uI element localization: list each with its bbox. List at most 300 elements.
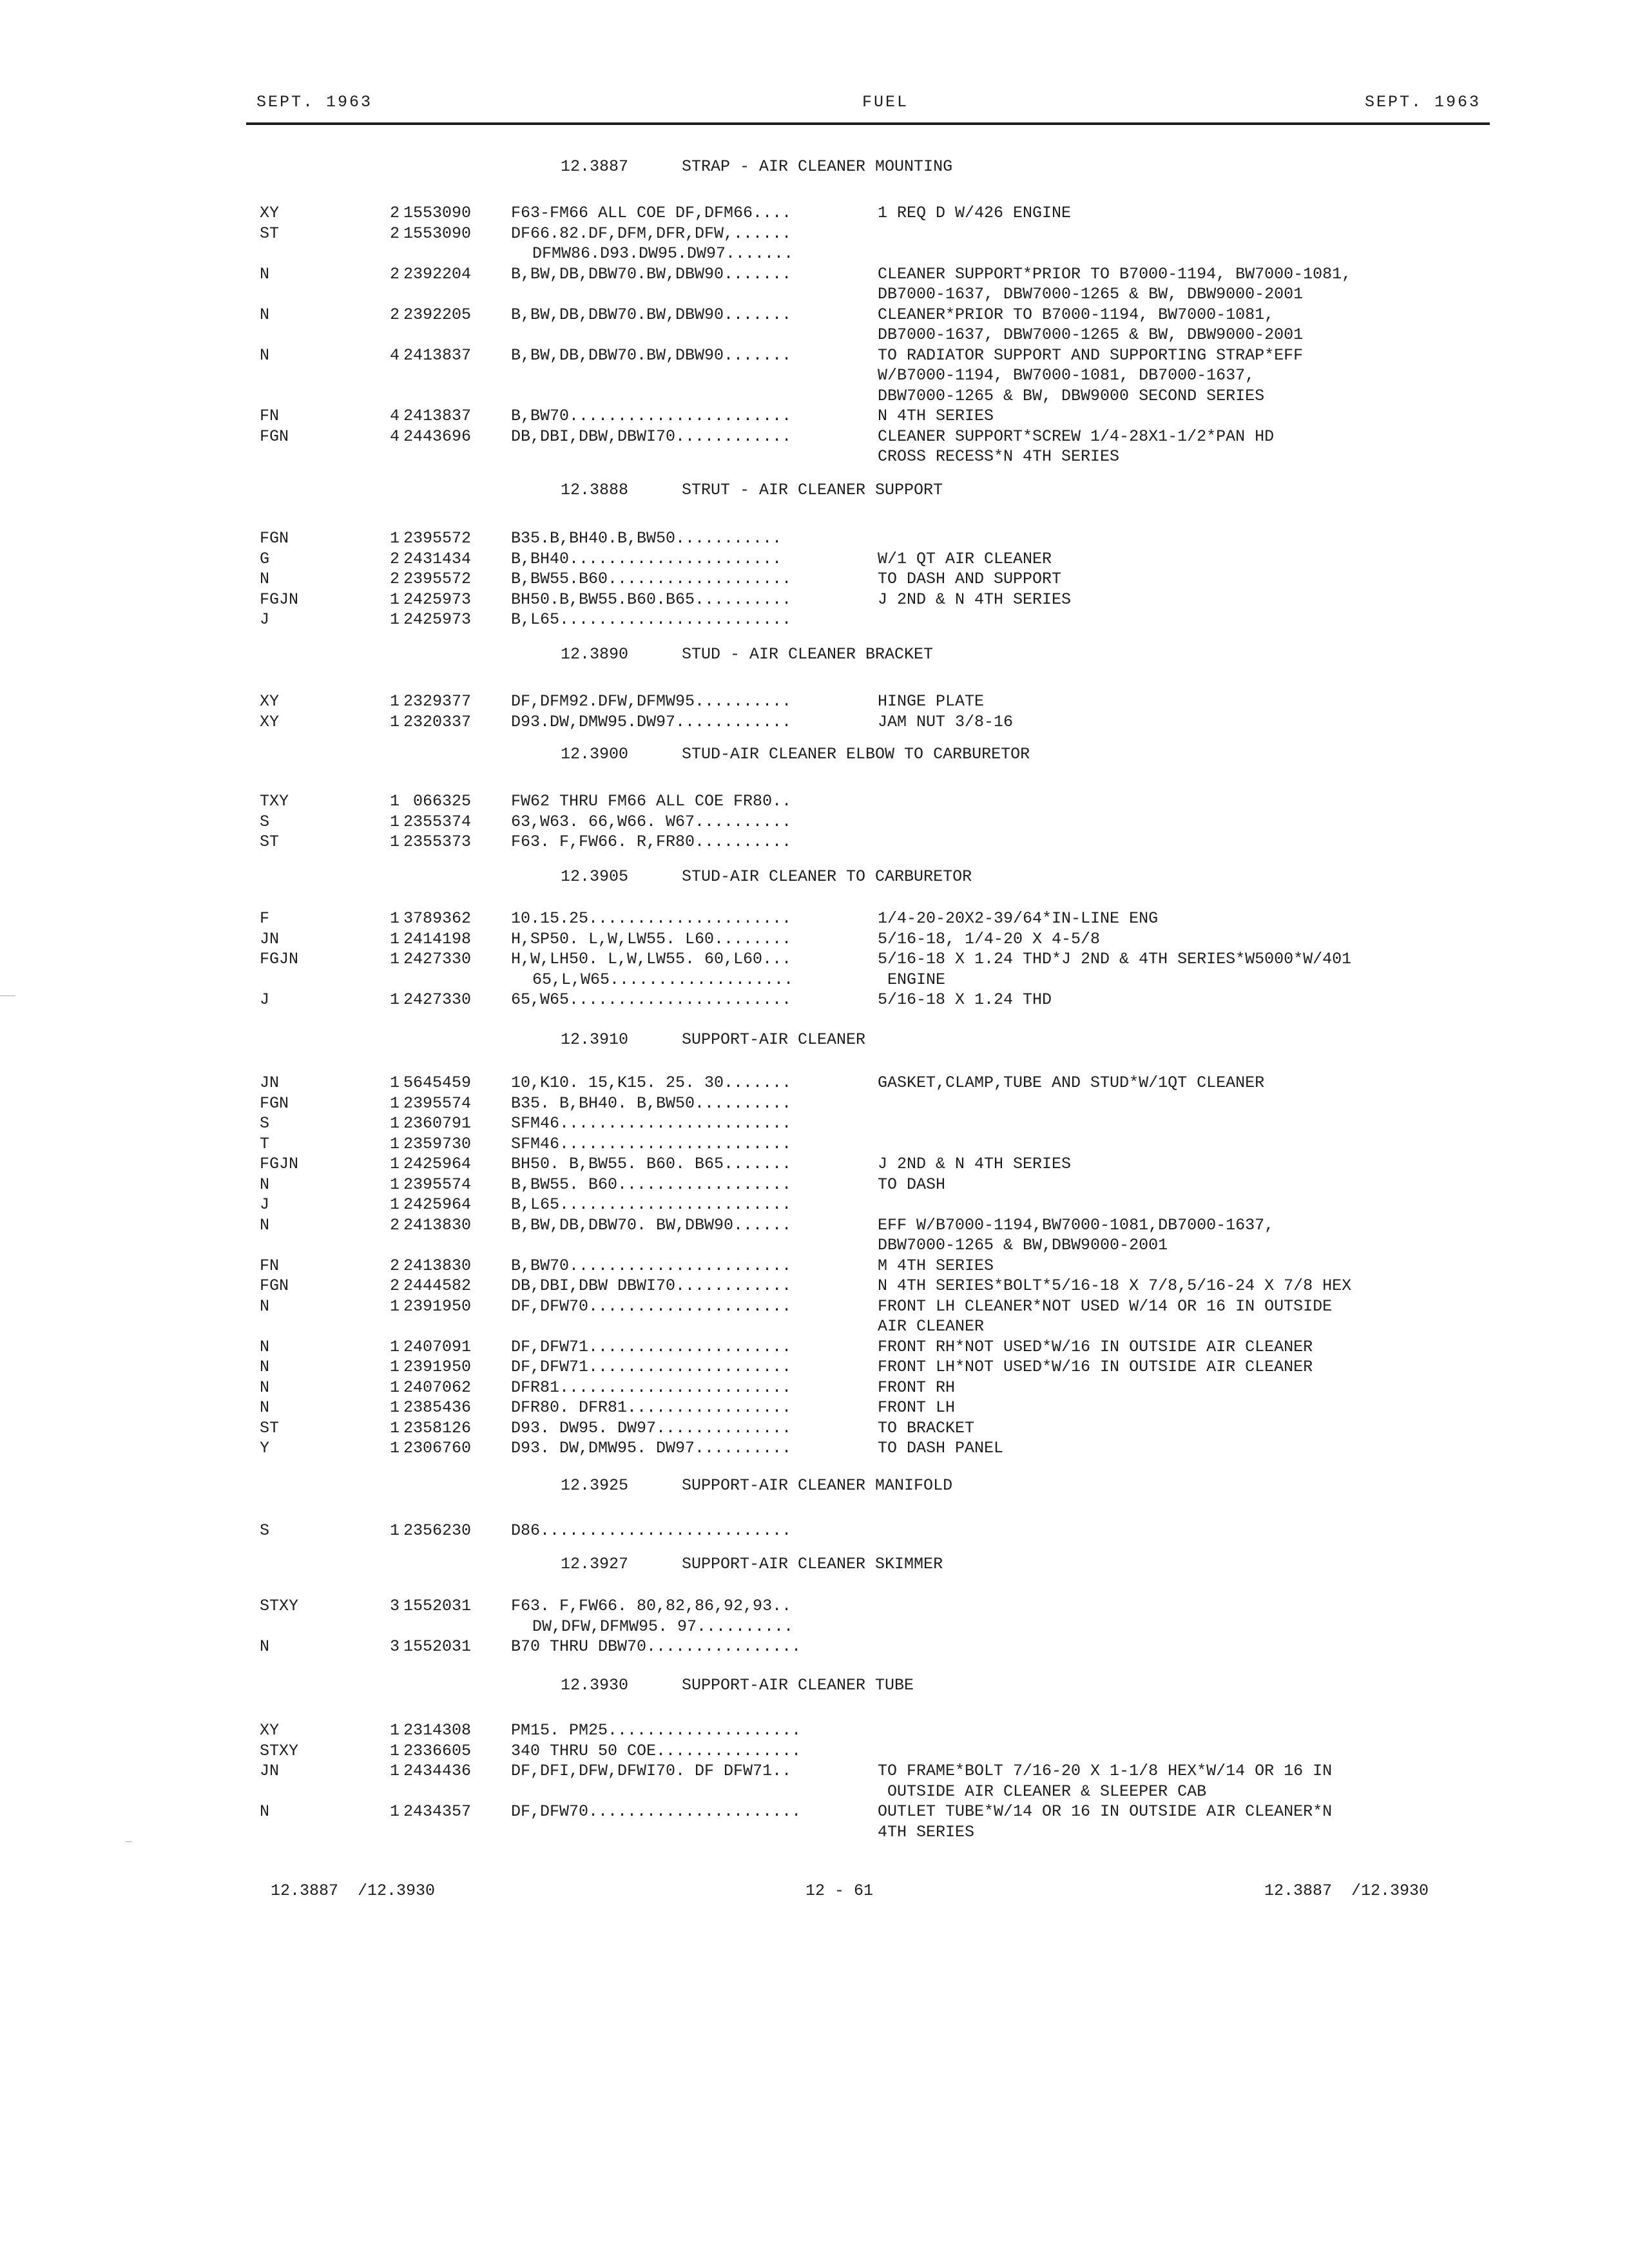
part-notes: TO DASH AND SUPPORT bbox=[878, 570, 1062, 588]
part-row bbox=[0, 1438, 1629, 1459]
part-number: 2425973 bbox=[403, 590, 472, 609]
part-notes: DB7000-1637, DBW7000-1265 & BW, DBW9000-2001 bbox=[878, 325, 1304, 344]
section-code: 12.3905 bbox=[561, 867, 629, 886]
series-code: ST bbox=[260, 224, 280, 243]
series-code: XY bbox=[260, 692, 280, 711]
model-applicability: DFR80. DFR81................. bbox=[511, 1398, 792, 1417]
part-row bbox=[0, 427, 1629, 447]
part-number: 2427330 bbox=[403, 990, 472, 1009]
model-applicability: BH50.B,BW55.B60.B65.......... bbox=[511, 590, 792, 609]
model-applicability: H,SP50. L,W,LW55. L60........ bbox=[511, 929, 792, 948]
part-notes: FRONT RH bbox=[878, 1378, 956, 1397]
part-number: 2443696 bbox=[403, 427, 472, 446]
part-row bbox=[0, 832, 1629, 852]
part-number: 066325 bbox=[403, 792, 472, 811]
margin-mark bbox=[126, 1841, 132, 1842]
part-number: 2434357 bbox=[403, 1802, 472, 1821]
series-code: Y bbox=[260, 1439, 270, 1457]
model-applicability: B35.B,BH40.B,BW50........... bbox=[511, 529, 782, 548]
series-code: J bbox=[260, 990, 270, 1009]
part-notes: CLEANER*PRIOR TO B7000-1194, BW7000-1081, bbox=[878, 305, 1275, 324]
part-number: 2395574 bbox=[403, 1175, 472, 1194]
part-row bbox=[0, 1093, 1629, 1114]
part-row bbox=[0, 691, 1629, 712]
part-notes: FRONT RH*NOT USED*W/16 IN OUTSIDE AIR CLEANER bbox=[878, 1337, 1313, 1356]
model-applicability: B70 THRU DBW70................ bbox=[511, 1637, 802, 1656]
part-notes: HINGE PLATE bbox=[878, 692, 985, 711]
series-code: ST bbox=[260, 1418, 280, 1437]
quantity: 1 bbox=[390, 1358, 400, 1376]
model-applicability: B35. B,BH40. B,BW50.......... bbox=[511, 1093, 792, 1113]
series-code: JN bbox=[260, 1073, 280, 1092]
part-number: 2425964 bbox=[403, 1155, 472, 1173]
model-applicability: DFR81........................ bbox=[511, 1378, 792, 1397]
series-code: T bbox=[260, 1134, 270, 1153]
model-applicability: B,BW,DB,DBW70. BW,DBW90...... bbox=[511, 1215, 792, 1235]
model-applicability: B,BW70....................... bbox=[511, 407, 792, 425]
part-number: 1553090 bbox=[403, 224, 472, 243]
quantity: 2 bbox=[390, 305, 400, 324]
part-row bbox=[0, 1357, 1629, 1378]
part-notes: FRONT LH bbox=[878, 1398, 956, 1417]
model-applicability: DB,DBI,DBW,DBWI70............ bbox=[511, 427, 792, 446]
quantity: 1 bbox=[390, 1398, 400, 1417]
part-row bbox=[0, 1316, 1629, 1337]
header-date-left: SEPT. 1963 bbox=[256, 93, 373, 111]
part-row bbox=[0, 1175, 1629, 1195]
quantity: 1 bbox=[390, 909, 400, 928]
series-code: XY bbox=[260, 1721, 280, 1740]
part-row bbox=[0, 569, 1629, 590]
part-row bbox=[0, 284, 1629, 305]
model-applicability: 10,K10. 15,K15. 25. 30....... bbox=[511, 1073, 792, 1092]
part-number: 2320337 bbox=[403, 712, 472, 731]
part-row bbox=[0, 325, 1629, 345]
part-notes: TO BRACKET bbox=[878, 1418, 975, 1437]
quantity: 2 bbox=[390, 204, 400, 222]
section-title: SUPPORT-AIR CLEANER TUBE bbox=[682, 1676, 914, 1695]
part-notes: ENGINE bbox=[878, 970, 946, 989]
quantity: 1 bbox=[390, 1134, 400, 1153]
model-applicability: DF,DFW71..................... bbox=[511, 1337, 792, 1356]
part-notes: AIR CLEANER bbox=[878, 1317, 985, 1336]
part-row bbox=[0, 1256, 1629, 1276]
part-number: 2358126 bbox=[403, 1418, 472, 1437]
model-applicability: DW,DFW,DFMW95. 97.......... bbox=[532, 1617, 794, 1636]
quantity: 1 bbox=[390, 590, 400, 609]
part-number: 2391950 bbox=[403, 1296, 472, 1316]
part-row bbox=[0, 1617, 1629, 1637]
part-row bbox=[0, 1296, 1629, 1317]
part-number: 1552031 bbox=[403, 1597, 472, 1615]
part-row bbox=[0, 1134, 1629, 1155]
quantity: 2 bbox=[390, 570, 400, 588]
quantity: 1 bbox=[390, 929, 400, 948]
header-date-right: SEPT. 1963 bbox=[1365, 93, 1481, 111]
part-number: 2395572 bbox=[403, 570, 472, 588]
part-notes: 4TH SERIES bbox=[878, 1822, 975, 1841]
part-number: 2444582 bbox=[403, 1276, 472, 1295]
section-code: 12.3930 bbox=[561, 1676, 629, 1695]
part-number: 2413837 bbox=[403, 345, 472, 365]
part-number: 2355373 bbox=[403, 832, 472, 851]
series-code: N bbox=[260, 1215, 270, 1235]
part-row bbox=[0, 970, 1629, 990]
part-row bbox=[0, 1276, 1629, 1296]
series-code: FN bbox=[260, 1256, 280, 1275]
part-row bbox=[0, 1154, 1629, 1175]
section-heading bbox=[561, 744, 1463, 765]
series-code: S bbox=[260, 1521, 270, 1540]
section-code: 12.3890 bbox=[561, 645, 629, 664]
series-code: STXY bbox=[260, 1741, 299, 1760]
part-number: 1552031 bbox=[403, 1637, 472, 1656]
part-row bbox=[0, 447, 1629, 467]
series-code: N bbox=[260, 1296, 270, 1316]
section-title: STRAP - AIR CLEANER MOUNTING bbox=[682, 157, 953, 176]
model-applicability: B,BW,DB,DBW70.BW,DBW90....... bbox=[511, 305, 792, 324]
model-applicability: B,BW,DB,DBW70.BW,DBW90....... bbox=[511, 264, 792, 284]
part-notes: DBW7000-1265 & BW, DBW9000 SECOND SERIES bbox=[878, 386, 1265, 405]
series-code: S bbox=[260, 1114, 270, 1133]
series-code: FGN bbox=[260, 1276, 289, 1295]
model-applicability: 340 THRU 50 COE............... bbox=[511, 1741, 802, 1760]
series-code: G bbox=[260, 549, 270, 568]
part-row bbox=[0, 1235, 1629, 1256]
quantity: 1 bbox=[390, 1175, 400, 1194]
part-notes: W/1 QT AIR CLEANER bbox=[878, 549, 1052, 568]
quantity: 2 bbox=[390, 1276, 400, 1295]
model-applicability: DF,DFI,DFW,DFWI70. DF DFW71.. bbox=[511, 1762, 792, 1780]
model-applicability: H,W,LH50. L,W,LW55. 60,L60... bbox=[511, 950, 792, 968]
part-number: 2425973 bbox=[403, 610, 472, 629]
footer-range-right: 12.3887 /12.3930 bbox=[1264, 1881, 1429, 1900]
quantity: 4 bbox=[390, 345, 400, 365]
model-applicability: B,L65........................ bbox=[511, 1195, 792, 1214]
series-code: N bbox=[260, 1337, 270, 1356]
series-code: JN bbox=[260, 929, 280, 948]
model-applicability: B,BW55. B60.................. bbox=[511, 1175, 792, 1194]
part-row bbox=[0, 949, 1629, 970]
quantity: 1 bbox=[390, 529, 400, 548]
part-notes: GASKET,CLAMP,TUBE AND STUD*W/1QT CLEANER bbox=[878, 1073, 1265, 1092]
quantity: 3 bbox=[390, 1597, 400, 1615]
model-applicability: DF,DFW71..................... bbox=[511, 1358, 792, 1376]
part-notes: 1 REQ D W/426 ENGINE bbox=[878, 204, 1072, 222]
part-number: 2431434 bbox=[403, 549, 472, 568]
series-code: F bbox=[260, 909, 270, 928]
series-code: FGJN bbox=[260, 1155, 299, 1173]
series-code: N bbox=[260, 1378, 270, 1397]
part-row bbox=[0, 812, 1629, 832]
part-row bbox=[0, 1741, 1629, 1762]
model-applicability: B,BW55.B60................... bbox=[511, 570, 792, 588]
model-applicability: B,L65........................ bbox=[511, 610, 792, 629]
part-row bbox=[0, 528, 1629, 549]
section-heading bbox=[561, 1475, 1463, 1496]
section-title: SUPPORT-AIR CLEANER bbox=[682, 1030, 866, 1049]
section-heading bbox=[561, 867, 1463, 887]
quantity: 1 bbox=[390, 692, 400, 711]
part-row bbox=[0, 590, 1629, 610]
part-notes: 5/16-18 X 1.24 THD bbox=[878, 990, 1052, 1009]
quantity: 1 bbox=[390, 1378, 400, 1397]
part-notes: N 4TH SERIES*BOLT*5/16-18 X 7/8,5/16-24 X 7/8 HEX bbox=[878, 1276, 1352, 1295]
part-row bbox=[0, 1418, 1629, 1439]
model-applicability: F63. F,FW66. 80,82,86,92,93.. bbox=[511, 1597, 792, 1615]
part-row bbox=[0, 791, 1629, 812]
model-applicability: 63,W63. 66,W66. W67.......... bbox=[511, 812, 792, 831]
part-notes: TO RADIATOR SUPPORT AND SUPPORTING STRAP*EFF bbox=[878, 345, 1304, 365]
part-row bbox=[0, 1596, 1629, 1617]
part-row bbox=[0, 1337, 1629, 1358]
part-number: 2391950 bbox=[403, 1358, 472, 1376]
part-number: 2359730 bbox=[403, 1134, 472, 1153]
part-number: 2395574 bbox=[403, 1093, 472, 1113]
section-title: STUD-AIR CLEANER ELBOW TO CARBURETOR bbox=[682, 745, 1030, 764]
part-number: 3789362 bbox=[403, 909, 472, 928]
series-code: N bbox=[260, 1802, 270, 1821]
quantity: 3 bbox=[390, 1637, 400, 1656]
part-notes: TO FRAME*BOLT 7/16-20 X 1-1/8 HEX*W/14 OR 16 IN bbox=[878, 1762, 1333, 1780]
quantity: 1 bbox=[390, 792, 400, 811]
quantity: 1 bbox=[390, 1114, 400, 1133]
model-applicability: DF66.82.DF,DFM,DFR,DFW,...... bbox=[511, 224, 792, 243]
series-code: FGN bbox=[260, 427, 289, 446]
footer-page-number: 12 - 61 bbox=[805, 1881, 874, 1900]
quantity: 4 bbox=[390, 427, 400, 446]
part-notes: DBW7000-1265 & BW,DBW9000-2001 bbox=[878, 1236, 1168, 1254]
part-notes: CLEANER SUPPORT*SCREW 1/4-28X1-1/2*PAN HD bbox=[878, 427, 1275, 446]
section-heading bbox=[561, 1030, 1463, 1050]
part-notes: FRONT LH CLEANER*NOT USED W/14 OR 16 IN OUTSIDE bbox=[878, 1296, 1333, 1316]
part-row bbox=[0, 1802, 1629, 1822]
quantity: 4 bbox=[390, 407, 400, 425]
part-row bbox=[0, 549, 1629, 570]
quantity: 1 bbox=[390, 1418, 400, 1437]
quantity: 1 bbox=[390, 1439, 400, 1457]
part-number: 2413830 bbox=[403, 1256, 472, 1275]
part-number: 2360791 bbox=[403, 1114, 472, 1133]
model-applicability: D93.DW,DMW95.DW97............ bbox=[511, 712, 792, 731]
model-applicability: B,BW70....................... bbox=[511, 1256, 792, 1275]
part-number: 2392205 bbox=[403, 305, 472, 324]
section-code: 12.3900 bbox=[561, 745, 629, 764]
part-row bbox=[0, 1822, 1629, 1843]
model-applicability: SFM46........................ bbox=[511, 1134, 792, 1153]
series-code: XY bbox=[260, 204, 280, 222]
part-row bbox=[0, 365, 1629, 386]
series-code: ST bbox=[260, 832, 280, 851]
series-code: N bbox=[260, 305, 270, 324]
part-number: 2414198 bbox=[403, 929, 472, 948]
model-applicability: PM15. PM25.................... bbox=[511, 1721, 802, 1740]
quantity: 1 bbox=[390, 832, 400, 851]
part-number: 2329377 bbox=[403, 692, 472, 711]
quantity: 1 bbox=[390, 1073, 400, 1092]
part-row bbox=[0, 1637, 1629, 1657]
part-row bbox=[0, 1215, 1629, 1236]
part-notes: J 2ND & N 4TH SERIES bbox=[878, 590, 1072, 609]
part-row bbox=[0, 1782, 1629, 1802]
part-row bbox=[0, 610, 1629, 630]
part-notes: TO DASH PANEL bbox=[878, 1439, 1004, 1457]
quantity: 1 bbox=[390, 1721, 400, 1740]
part-number: 2395572 bbox=[403, 529, 472, 548]
series-code: STXY bbox=[260, 1597, 299, 1615]
section-title: STUD - AIR CLEANER BRACKET bbox=[682, 645, 934, 664]
header-title: FUEL bbox=[862, 93, 909, 111]
part-notes: CLEANER SUPPORT*PRIOR TO B7000-1194, BW7000-1081, bbox=[878, 264, 1352, 284]
part-number: 2413830 bbox=[403, 1215, 472, 1235]
part-number: 2306760 bbox=[403, 1439, 472, 1457]
series-code: N bbox=[260, 264, 270, 284]
part-number: 2356230 bbox=[403, 1521, 472, 1540]
part-notes: CROSS RECESS*N 4TH SERIES bbox=[878, 447, 1120, 466]
model-applicability: DB,DBI,DBW DBWI70............ bbox=[511, 1276, 792, 1295]
quantity: 1 bbox=[390, 1521, 400, 1540]
section-heading bbox=[561, 1675, 1463, 1696]
section-code: 12.3927 bbox=[561, 1555, 629, 1573]
part-number: 2427330 bbox=[403, 950, 472, 968]
series-code: S bbox=[260, 812, 270, 831]
section-heading bbox=[561, 1554, 1463, 1575]
part-number: 2314308 bbox=[403, 1721, 472, 1740]
section-code: 12.3910 bbox=[561, 1030, 629, 1049]
model-applicability: BH50. B,BW55. B60. B65....... bbox=[511, 1155, 792, 1173]
part-number: 2392204 bbox=[403, 264, 472, 284]
part-notes: M 4TH SERIES bbox=[878, 1256, 994, 1275]
series-code: FGJN bbox=[260, 950, 299, 968]
part-row bbox=[0, 386, 1629, 407]
part-notes: TO DASH bbox=[878, 1175, 946, 1194]
series-code: XY bbox=[260, 712, 280, 731]
part-number: 2355374 bbox=[403, 812, 472, 831]
part-row bbox=[0, 244, 1629, 264]
part-row bbox=[0, 345, 1629, 366]
quantity: 2 bbox=[390, 1256, 400, 1275]
section-title: SUPPORT-AIR CLEANER SKIMMER bbox=[682, 1555, 943, 1573]
model-applicability: DF,DFW70..................... bbox=[511, 1296, 792, 1316]
section-heading bbox=[561, 157, 1463, 177]
part-row bbox=[0, 1720, 1629, 1741]
quantity: 1 bbox=[390, 1762, 400, 1780]
part-notes: N 4TH SERIES bbox=[878, 407, 994, 425]
part-notes: W/B7000-1194, BW7000-1081, DB7000-1637, bbox=[878, 366, 1255, 385]
model-applicability: B,BH40...................... bbox=[511, 549, 782, 568]
section-heading bbox=[561, 480, 1463, 501]
quantity: 1 bbox=[390, 712, 400, 731]
part-notes: J 2ND & N 4TH SERIES bbox=[878, 1155, 1072, 1173]
section-code: 12.3887 bbox=[561, 157, 629, 176]
series-code: J bbox=[260, 1195, 270, 1214]
part-number: 2407091 bbox=[403, 1337, 472, 1356]
series-code: N bbox=[260, 1175, 270, 1194]
model-applicability: D86.......................... bbox=[511, 1521, 792, 1540]
series-code: J bbox=[260, 610, 270, 629]
quantity: 1 bbox=[390, 1337, 400, 1356]
section-title: STRUT - AIR CLEANER SUPPORT bbox=[682, 481, 943, 499]
section-code: 12.3925 bbox=[561, 1476, 629, 1495]
part-row bbox=[0, 929, 1629, 950]
part-number: 2385436 bbox=[403, 1398, 472, 1417]
model-applicability: FW62 THRU FM66 ALL COE FR80.. bbox=[511, 792, 792, 811]
model-applicability: DFMW86.D93.DW95.DW97....... bbox=[532, 244, 794, 263]
model-applicability: DF,DFW70...................... bbox=[511, 1802, 802, 1821]
series-code: JN bbox=[260, 1762, 280, 1780]
series-code: FN bbox=[260, 407, 280, 425]
part-number: 2425964 bbox=[403, 1195, 472, 1214]
section-code: 12.3888 bbox=[561, 481, 629, 499]
model-applicability: F63-FM66 ALL COE DF,DFM66.... bbox=[511, 204, 792, 222]
part-row bbox=[0, 712, 1629, 733]
part-row bbox=[0, 1398, 1629, 1418]
model-applicability: 10.15.25..................... bbox=[511, 909, 792, 928]
part-row bbox=[0, 1073, 1629, 1093]
part-number: 2407062 bbox=[403, 1378, 472, 1397]
model-applicability: F63. F,FW66. R,FR80.......... bbox=[511, 832, 792, 851]
part-number: 5645459 bbox=[403, 1073, 472, 1092]
section-title: STUD-AIR CLEANER TO CARBURETOR bbox=[682, 867, 972, 886]
part-row bbox=[0, 1761, 1629, 1782]
series-code: N bbox=[260, 1637, 270, 1656]
quantity: 1 bbox=[390, 1195, 400, 1214]
series-code: FGN bbox=[260, 529, 289, 548]
series-code: N bbox=[260, 1398, 270, 1417]
quantity: 2 bbox=[390, 549, 400, 568]
part-notes: 5/16-18 X 1.24 THD*J 2ND & 4TH SERIES*W5000*W/401 bbox=[878, 950, 1352, 968]
part-row bbox=[0, 1113, 1629, 1134]
part-row bbox=[0, 406, 1629, 427]
margin-mark bbox=[0, 995, 15, 996]
model-applicability: D93. DW,DMW95. DW97.......... bbox=[511, 1439, 792, 1457]
part-notes: OUTSIDE AIR CLEANER & SLEEPER CAB bbox=[878, 1782, 1207, 1801]
quantity: 2 bbox=[390, 264, 400, 284]
quantity: 1 bbox=[390, 950, 400, 968]
model-applicability: 65,L,W65................... bbox=[532, 970, 794, 989]
part-notes: JAM NUT 3/8-16 bbox=[878, 712, 1014, 731]
part-notes: FRONT LH*NOT USED*W/16 IN OUTSIDE AIR CLEANER bbox=[878, 1358, 1313, 1376]
part-row bbox=[0, 908, 1629, 929]
model-applicability: B,BW,DB,DBW70.BW,DBW90....... bbox=[511, 345, 792, 365]
model-applicability: 65,W65....................... bbox=[511, 990, 792, 1009]
part-notes: 5/16-18, 1/4-20 X 4-5/8 bbox=[878, 929, 1101, 948]
series-code: TXY bbox=[260, 792, 289, 811]
quantity: 1 bbox=[390, 1741, 400, 1760]
quantity: 2 bbox=[390, 1215, 400, 1235]
quantity: 1 bbox=[390, 1296, 400, 1316]
part-row bbox=[0, 1195, 1629, 1215]
quantity: 1 bbox=[390, 1093, 400, 1113]
part-row bbox=[0, 264, 1629, 285]
part-number: 2336605 bbox=[403, 1741, 472, 1760]
series-code: FGN bbox=[260, 1093, 289, 1113]
section-heading bbox=[561, 644, 1463, 665]
part-notes: 1/4-20-20X2-39/64*IN-LINE ENG bbox=[878, 909, 1159, 928]
part-number: 1553090 bbox=[403, 204, 472, 222]
model-applicability: DF,DFM92.DFW,DFMW95.......... bbox=[511, 692, 792, 711]
series-code: FGJN bbox=[260, 590, 299, 609]
part-number: 2413837 bbox=[403, 407, 472, 425]
quantity: 1 bbox=[390, 812, 400, 831]
part-row bbox=[0, 224, 1629, 244]
part-row bbox=[0, 203, 1629, 224]
quantity: 2 bbox=[390, 224, 400, 243]
model-applicability: D93. DW95. DW97.............. bbox=[511, 1418, 792, 1437]
part-number: 2434436 bbox=[403, 1762, 472, 1780]
model-applicability: SFM46........................ bbox=[511, 1114, 792, 1133]
quantity: 1 bbox=[390, 610, 400, 629]
